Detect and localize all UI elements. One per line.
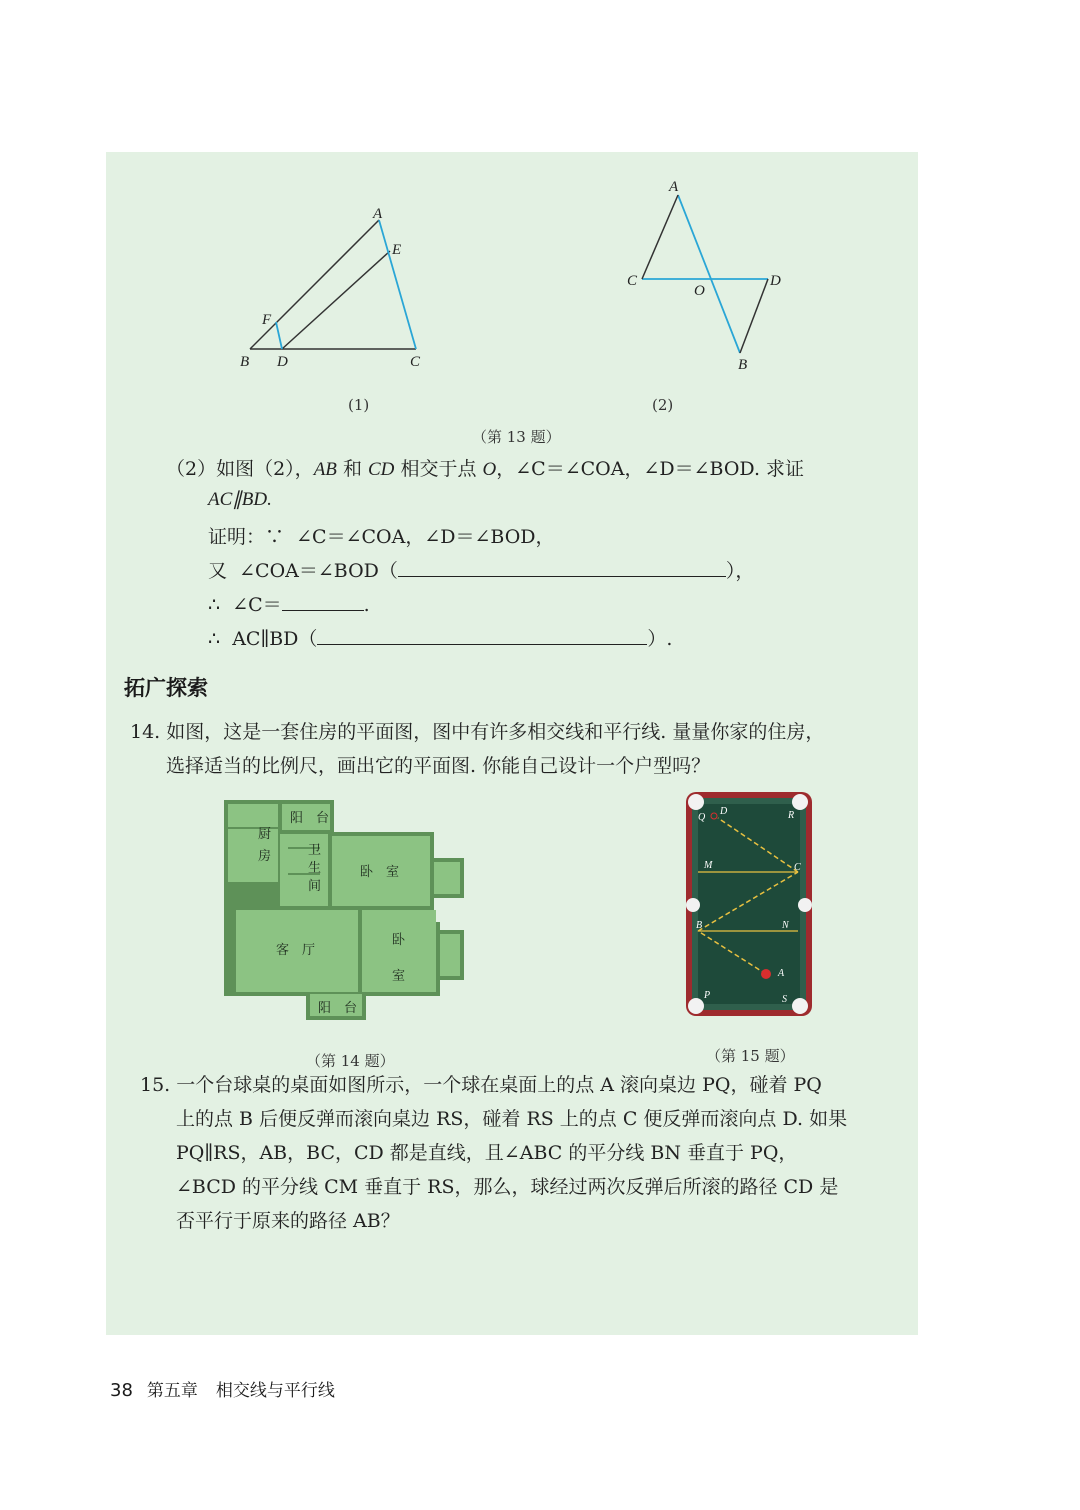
problem-15-line3: PQ∥RS，AB，BC，CD 都是直线，且∠ABC 的平分线 BN 垂直于 PQ， xyxy=(176,1142,798,1164)
figure-13-caption: （第 13 题） xyxy=(472,428,561,446)
bill-label-s: S xyxy=(782,994,787,1005)
billiard-table xyxy=(684,790,814,1020)
bill-label-b: B xyxy=(696,920,703,931)
proof-line-4: ∴ AC∥BD（ ）. xyxy=(208,628,673,650)
label-bedroom-2a: 卧 xyxy=(392,933,406,948)
label-o-2: O xyxy=(694,283,705,299)
label-bath-2: 生 xyxy=(308,861,322,876)
bill-label-a: A xyxy=(778,968,785,979)
window-right-bottom xyxy=(440,934,460,976)
figure-13-2-caption: (2) xyxy=(652,396,674,414)
segment-db-2 xyxy=(740,279,768,353)
label-f: F xyxy=(262,312,272,328)
problem-13-2-line2: AC∥BD. xyxy=(208,489,272,510)
pocket-bottom-right xyxy=(792,998,808,1014)
ball-a xyxy=(761,969,771,979)
floor-plan xyxy=(220,798,470,1028)
problem-14-line1: 14. 如图，这是一套住房的平面图，图中有许多相交线和平行线. 量量你家的住房， xyxy=(130,721,825,743)
proof-line-2: 又 ∠COA＝∠BOD（ ）， xyxy=(208,560,755,582)
bill-label-q: Q xyxy=(698,812,706,823)
label-balcony-top: 阳 台 xyxy=(290,811,330,826)
pocket-top-left xyxy=(688,794,704,810)
label-a: A xyxy=(373,206,383,222)
label-bath-3: 间 xyxy=(308,879,322,894)
problem-15-line5: 否平行于原来的路径 AB？ xyxy=(176,1210,400,1232)
label-a-2: A xyxy=(669,179,679,195)
problem-13-2-line1: （2）如图（2），AB 和 CD 相交于点 O，∠C＝∠COA，∠D＝∠BOD. 求证 xyxy=(166,458,805,480)
label-bath-1: 卫 xyxy=(308,843,322,858)
label-d: D xyxy=(277,354,288,370)
page-number: 38 xyxy=(110,1380,133,1401)
pocket-top-right xyxy=(792,794,808,810)
proof-line-3: ∴ ∠C＝ . xyxy=(208,594,370,616)
label-c: C xyxy=(410,354,421,370)
problem-14-line2: 选择适当的比例尺，画出它的平面图. 你能自己设计一个户型吗？ xyxy=(166,755,711,777)
bill-label-n: N xyxy=(782,920,789,931)
pocket-mid-right xyxy=(798,898,812,912)
problem-15-line1: 15. 一个台球桌的桌面如图所示，一个球在桌面上的点 A 滚向桌边 PQ，碰着 PQ xyxy=(140,1074,822,1096)
label-c-2: C xyxy=(627,273,638,289)
section-heading: 拓广探索 xyxy=(124,676,208,700)
label-e: E xyxy=(392,242,402,258)
figure-13-1 xyxy=(230,200,430,380)
blank-angle[interactable] xyxy=(282,592,364,611)
chapter-title: 相交线与平行线 xyxy=(215,1381,335,1401)
figure-15-caption: （第 15 题） xyxy=(706,1047,795,1065)
segment-ab-2 xyxy=(678,195,740,353)
segment-ac xyxy=(379,220,416,349)
label-b-2: B xyxy=(738,357,748,373)
label-bedroom-2b: 室 xyxy=(392,969,406,984)
bill-label-m: M xyxy=(704,860,713,871)
label-balcony-bottom: 阳 台 xyxy=(318,1001,358,1016)
pocket-bottom-left xyxy=(688,998,704,1014)
label-kitchen-1: 厨 xyxy=(258,827,272,842)
proof-line-1: 证明：∵ ∠C＝∠COA，∠D＝∠BOD， xyxy=(208,526,555,548)
blank-reason-2[interactable] xyxy=(317,626,647,645)
label-living: 客 厅 xyxy=(276,943,316,958)
segment-fd xyxy=(276,322,282,349)
bill-label-c: C xyxy=(794,862,801,873)
figure-14-caption: （第 14 题） xyxy=(306,1052,395,1070)
problem-15-line2: 上的点 B 后便反弹而滚向桌边 RS，碰着 RS 上的点 C 便反弹而滚向点 D. 如果 xyxy=(176,1108,848,1130)
label-kitchen-2: 房 xyxy=(258,849,272,864)
bill-label-p: P xyxy=(704,990,711,1001)
label-bedroom-1: 卧 室 xyxy=(360,865,400,880)
bill-label-r: R xyxy=(788,810,795,821)
label-b: B xyxy=(240,354,250,370)
page-footer xyxy=(110,1376,335,1401)
blank-reason-1[interactable] xyxy=(398,558,726,577)
segment-ab xyxy=(250,220,379,349)
figure-13-2 xyxy=(620,175,790,375)
bill-label-d: D xyxy=(720,806,728,817)
segment-ac-2 xyxy=(642,195,678,279)
label-d-2: D xyxy=(770,273,781,289)
table-felt xyxy=(698,804,800,1004)
room-kitchen xyxy=(228,804,278,882)
problem-15-line4: ∠BCD 的平分线 CM 垂直于 RS，那么，球经过两次反弹后所滚的路径 CD 是 xyxy=(176,1176,839,1198)
figure-13-1-caption: (1) xyxy=(348,396,370,414)
window-right-top xyxy=(434,862,460,894)
pocket-mid-left xyxy=(686,898,700,912)
chapter-label: 第五章 xyxy=(146,1381,198,1401)
